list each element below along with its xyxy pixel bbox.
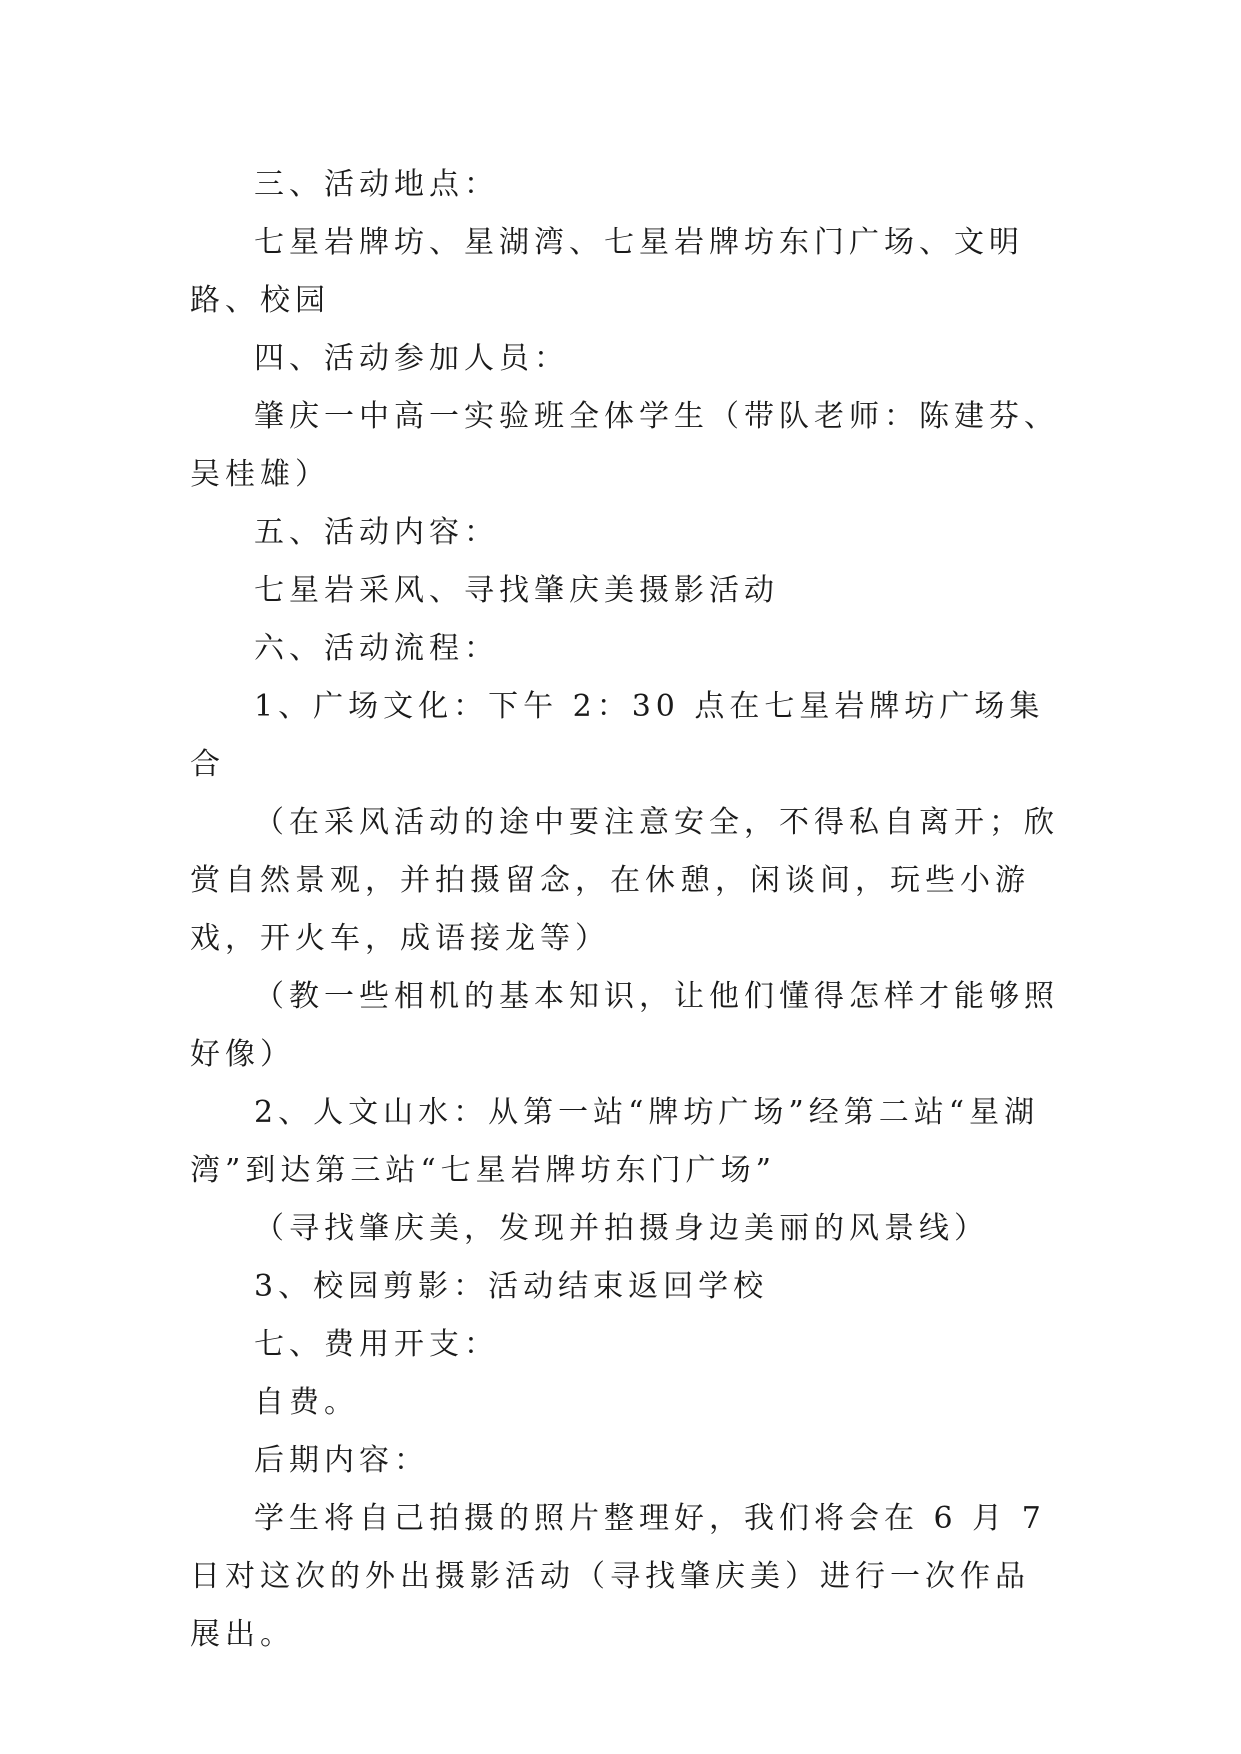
paragraph-content: 七星岩采风、寻找肇庆美摄影活动 [254, 573, 779, 608]
paragraph-cost: 自费。 [254, 1385, 359, 1420]
section-heading-location: 三、活动地点： [254, 167, 499, 202]
section-heading-cost: 七、费用开支： [254, 1327, 499, 1362]
process-note-camera: （教一些相机的基本知识，让他们懂得怎样才能够照好像） [190, 979, 1059, 1072]
paragraph-participants: 肇庆一中高一实验班全体学生（带队老师：陈建芬、吴桂雄） [190, 399, 1059, 492]
process-note-scenery: （寻找肇庆美，发现并拍摄身边美丽的风景线） [254, 1211, 989, 1246]
process-note-safety: （在采风活动的途中要注意安全，不得私自离开；欣赏自然景观，并拍摄留念，在休憩，闲谈间，玩些小游戏，开火车，成语接龙等） [190, 805, 1059, 956]
process-step-3: 3、校园剪影：活动结束返回学校 [254, 1269, 769, 1304]
section-heading-participants: 四、活动参加人员： [254, 341, 569, 376]
paragraph-followup: 学生将自己拍摄的照片整理好，我们将会在 6 月 7 日对这次的外出摄影活动（寻找肇庆美）进行一次作品展出。 [190, 1501, 1046, 1652]
paragraph-location-list: 七星岩牌坊、星湖湾、七星岩牌坊东门广场、文明路、校园 [190, 225, 1024, 318]
document-body [190, 156, 1060, 1664]
process-step-2: 2、人文山水：从第一站“牌坊广场”经第二站“星湖湾”到达第三站“七星岩牌坊东门广场” [190, 1095, 1040, 1188]
section-heading-followup: 后期内容： [254, 1443, 429, 1478]
section-heading-process: 六、活动流程： [254, 631, 499, 666]
section-heading-content: 五、活动内容： [254, 515, 499, 550]
process-step-1: 1、广场文化：下午 2：30 点在七星岩牌坊广场集合 [190, 689, 1045, 782]
